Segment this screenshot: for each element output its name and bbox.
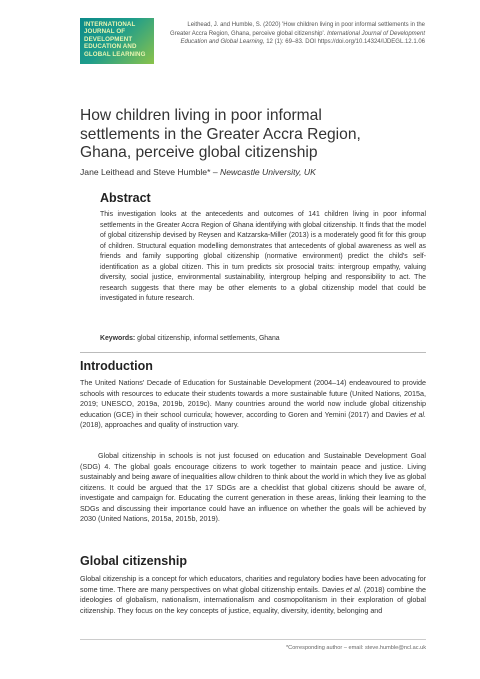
author-line (80, 167, 316, 177)
citation-volume-doi: , 12 (1): 69–83. DOI https://doi.org/10.14324/IJDEGL.12.1.06 (262, 39, 425, 46)
citation-text: Leithead, J. and Humble, S. (2020) 'How children living in poor informal settlements in the Greater Accra Region, Ghana, perceive global citizenship'. (170, 22, 425, 37)
introduction-paragraph-1 (80, 378, 426, 431)
keywords-list: global citizenship, informal settlements, Ghana (137, 335, 280, 342)
author-affiliation: Newcastle University, UK (220, 167, 316, 177)
corresponding-author-footnote: *Corresponding author – email: steve.humble@ncl.ac.uk (285, 645, 426, 651)
paragraph-italic: et al. (346, 584, 362, 594)
global-citizenship-paragraph-1 (80, 574, 426, 616)
author-names: Jane Leithead and Steve Humble* – (80, 167, 218, 177)
abstract-heading: Abstract (100, 191, 151, 205)
logo-line: EDUCATION AND (84, 43, 137, 51)
logo-line: INTERNATIONAL (84, 21, 136, 28)
footnote-divider (80, 639, 426, 640)
abstract-text: This investigation looks at the antecedents and outcomes of 141 children living in poor informal settlements in the Greater Accra Region of Ghana identifying with global citizenship. It finds that the model of global citizenship devised by Reysen and Katzarska-Miller (2013) is a moderately good fit for this group of children. Structural equation modelling demonstrates that antecedents of global awareness as well as friends and family supporting global citizenship (normative environment) predict the child's self-identification as a global citizen. This in turn predicts six prosocial traits: intergroup empathy, valuing diversity, social justice, environmental sustainability, intergroup helping and responsibility to act. The research suggests that there may be other elements to a global citizenship model that could be investigated in future research. (100, 211, 426, 302)
keywords-label: Keywords: (100, 335, 136, 342)
article-title: How children living in poor informal settlements in the Greater Accra Region, Ghana, perceive global citizenship (80, 107, 361, 162)
paragraph-text: The United Nations' Decade of Education for Sustainable Development (2004–14) endeavoured to provide schools with resources to educate their students towards a more sustainable future (United Nations, 2015a, 2019; UNESCO, 2019a, 2019b, 2019c). Many countries around the world now include global citizenship education (GCE) in their school curricula; however, according to Goren and Yemini (2017) and Davies (80, 378, 426, 419)
paragraph-italic: et al. (410, 409, 426, 419)
introduction-heading: Introduction (80, 359, 153, 373)
keywords (100, 335, 280, 342)
paragraph-text: (2018) combine the ideologies of globalism, nationalism, internationalism and cosmopolitanism in their exploration of global citizenship. They focus on the key concepts of justice, equality, diversity, identity, belonging and (80, 584, 427, 615)
global-citizenship-heading: Global citizenship (80, 554, 187, 568)
journal-logo (80, 18, 154, 64)
citation-journal-name: International Journal of Development Education and Global Learning (180, 30, 425, 46)
paragraph-text: Global citizenship is a concept for which educators, charities and regulatory bodies have been advocating for some time. There are many perspectives on what global citizenship entails. Davies (80, 574, 426, 594)
paragraph-text: (2018), approaches and quality of instruction vary. (80, 420, 239, 429)
citation (168, 21, 425, 47)
logo-line: JOURNAL OF (84, 28, 126, 36)
logo-line: DEVELOPMENT (84, 35, 133, 43)
introduction-paragraph-2: Global citizenship in schools is not just focused on education and Sustainable Development Goal (SDG) 4. The global goals encourage citizens to work together to maintain peace and justice. Living sustainably and being aware of inequalities allow children to think about the world in which they live as global citizens. It could be argued that the 17 SDGs are a checklist that global citizens should be aware of, investigate and campaign for. Educating the current generation in these areas, linking their learning to the SDGs and discussing their importance could have an influence on whether the goals will be achieved by 2030 (United Nations, 2015a, 2015b, 2019). (80, 451, 427, 523)
section-divider (80, 352, 426, 353)
logo-line: GLOBAL LEARNING (84, 50, 146, 58)
